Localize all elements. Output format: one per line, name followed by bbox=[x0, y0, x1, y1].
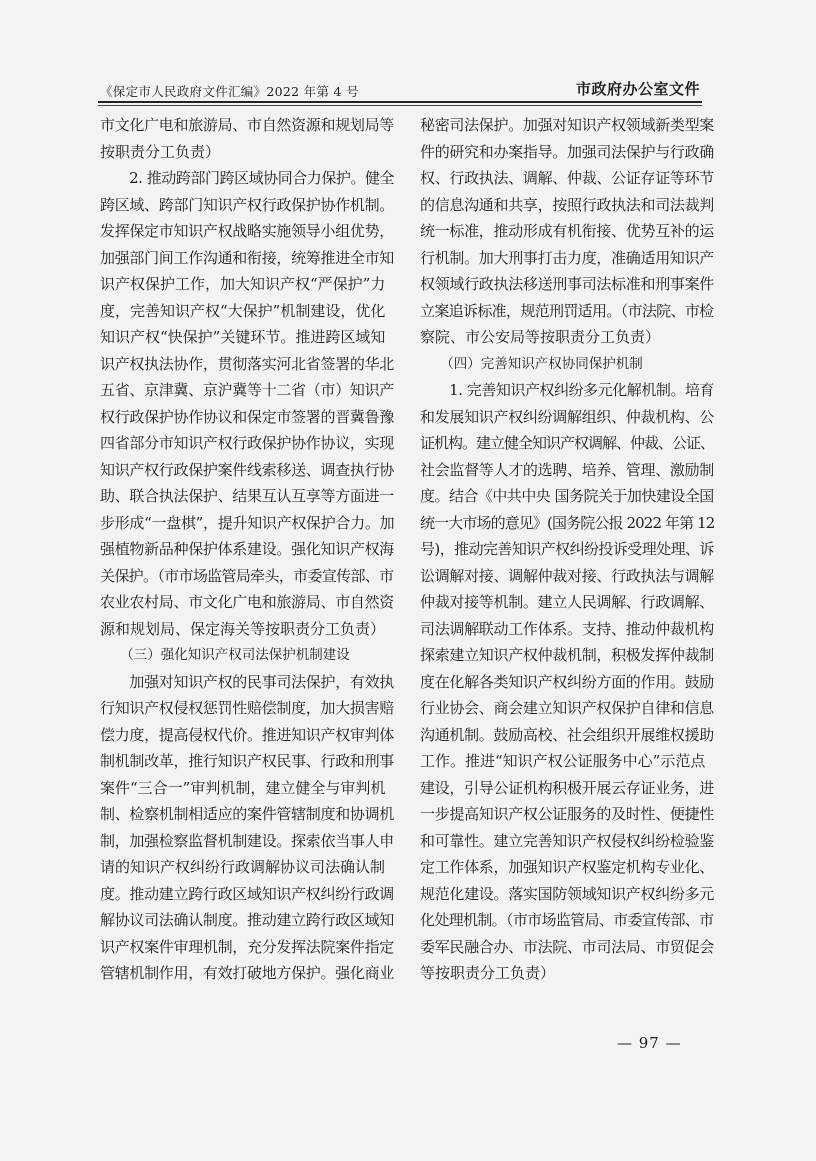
text-line: 度，完善知识产权“大保护”机制建设，优化 bbox=[100, 301, 386, 320]
text-line: 等按职责分工负责） bbox=[420, 964, 556, 982]
text-line: 度在化解各类知识产权纠纷方面的作用。鼓励 bbox=[420, 672, 715, 691]
text-line: 识产权案件审理机制，充分发挥法院案件指定 bbox=[100, 937, 395, 956]
section-heading: （三）强化知识产权司法保护机制建设 bbox=[100, 647, 350, 663]
text-line: 加强对知识产权的民事司法保护，有效执 bbox=[100, 672, 395, 691]
text-line: 农业农村局、市文化广电和旅游局、市自然资 bbox=[100, 593, 395, 611]
page-number: — 97 — bbox=[617, 1034, 682, 1052]
text-line: 偿力度，提高侵权代价。推进知识产权审判体 bbox=[100, 725, 395, 744]
text-line: 一步提高知识产权公证服务的及时性、便捷性 bbox=[420, 805, 715, 823]
text-line: 发挥保定市知识产权战略实施领导小组优势， bbox=[100, 222, 395, 240]
text-line: 讼调解对接、调解仲裁对接、行政执法与调解 bbox=[420, 566, 715, 585]
text-line: 的信息沟通和共享，按照行政执法和司法裁判 bbox=[420, 195, 715, 214]
text-line: 强植物新品种保护体系建设。强化知识产权海 bbox=[100, 540, 395, 558]
text-line: 统一标准，推动形成有机衔接、优势互补的运 bbox=[420, 222, 715, 240]
text-line: 跨区域、跨部门知识产权行政保护协作机制。 bbox=[100, 195, 395, 214]
text-line: 制、检察机制相适应的案件管辖制度和协调机 bbox=[100, 805, 395, 823]
text-line: 和发展知识产权纠纷调解组织、仲裁机构、公 bbox=[420, 407, 715, 426]
text-line: 沟通机制。鼓励高校、社会组织开展维权援助 bbox=[420, 725, 715, 744]
text-line: 立案追诉标准，规范刑罚适用。（市法院、市检 bbox=[420, 301, 714, 320]
text-line: 四省部分市知识产权行政保护协作协议，实现 bbox=[100, 434, 395, 452]
text-line: 号)，推动完善知识产权纠纷投诉受理处理、诉 bbox=[420, 540, 714, 558]
text-line: 制机制改革，推行知识产权民事、行政和刑事 bbox=[100, 752, 395, 770]
text-line: 察院、市公安局等按职责分工负责） bbox=[420, 328, 661, 346]
text-line: 权领域行政执法移送刑事司法标准和刑事案件 bbox=[420, 275, 715, 293]
text-line: 工作。推进“知识产权公证服务中心”示范点 bbox=[420, 752, 706, 770]
text-line: 助、联合执法保护、结果互认互享等方面进一 bbox=[100, 487, 395, 505]
text-line: 识产权执法协作，贯彻落实河北省签署的华北 bbox=[100, 354, 395, 373]
text-line: 统一大市场的意见》(国务院公报 2022 年第 12 bbox=[420, 513, 715, 532]
page-header bbox=[100, 78, 700, 102]
text-line: 度。结合《中共中央 国务院关于加快建设全国 bbox=[420, 487, 714, 505]
text-line: 定工作体系，加强知识产权鉴定机构专业化、 bbox=[420, 858, 715, 876]
text-line: 制，加强检察监督机制建设。探索依当事人申 bbox=[100, 831, 395, 850]
text-line: 请的知识产权纠纷行政调解协议司法确认制 bbox=[100, 858, 386, 876]
right-column bbox=[420, 112, 714, 987]
text-line: 2. 推动跨部门跨区域协同合力保护。健全 bbox=[100, 169, 395, 187]
text-line: 建设，引导公证机构积极开展云存证业务，进 bbox=[420, 778, 715, 797]
header-rule-thin bbox=[98, 105, 702, 106]
text-line: 解协议司法确认制度。推动建立跨行政区域知 bbox=[100, 911, 395, 929]
text-line: 秘密司法保护。加强对知识产权领域新类型案 bbox=[420, 116, 715, 134]
publication-title: 《保定市人民政府文件汇编》2022 年第 4 号 bbox=[100, 84, 359, 99]
text-line: 仲裁对接等机制。建立人民调解、行政调解、 bbox=[420, 593, 715, 611]
section-heading: （四）完善知识产权协同保护机制 bbox=[420, 355, 643, 372]
text-line: 五省、京津冀、京沪冀等十二省（市）知识产 bbox=[100, 381, 395, 399]
text-line: 委军民融合办、市法院、市司法局、市贸促会 bbox=[420, 937, 715, 956]
header-rule bbox=[98, 101, 702, 103]
text-line: 证机构。建立健全知识产权调解、仲裁、公证、 bbox=[420, 434, 715, 452]
document-category: 市政府办公室文件 bbox=[575, 80, 700, 98]
text-line: 和可靠性。建立完善知识产权侵权纠纷检验鉴 bbox=[420, 831, 715, 850]
text-line: 探索建立知识产权仲裁机制，积极发挥仲裁制 bbox=[420, 646, 715, 664]
text-line: 市文化广电和旅游局、市自然资源和规划局等 bbox=[100, 116, 395, 134]
text-line: 行业协会、商会建立知识产权保护自律和信息 bbox=[420, 699, 715, 717]
text-line: 规范化建设。落实国防领域知识产权纠纷多元 bbox=[420, 884, 715, 903]
text-line: 度。推动建立跨行政区域知识产权纠纷行政调 bbox=[100, 884, 395, 903]
text-line: 权、行政执法、调解、仲裁、公证存证等环节 bbox=[420, 169, 715, 187]
text-line: 知识产权“快保护”关键环节。推进跨区域知 bbox=[100, 328, 386, 346]
text-line: 社会监督等人才的选聘、培养、管理、激励制 bbox=[420, 460, 715, 479]
text-line: 化处理机制。（市市场监管局、市委宣传部、市 bbox=[420, 911, 714, 929]
text-line: 源和规划局、保定海关等按职责分工负责） bbox=[100, 619, 386, 638]
text-line: 1. 完善知识产权纠纷多元化解机制。培育 bbox=[420, 381, 715, 399]
text-line: 行机制。加大刑事打击力度，准确适用知识产 bbox=[420, 248, 715, 267]
text-line: 按职责分工负责） bbox=[100, 142, 221, 161]
text-line: 关保护。（市市场监管局牵头，市委宣传部、市 bbox=[100, 566, 394, 585]
left-column bbox=[100, 112, 394, 987]
text-line: 识产权保护工作，加大知识产权“严保护”力 bbox=[100, 275, 386, 293]
text-line: 加强部门间工作沟通和衔接，统筹推进全市知 bbox=[100, 248, 395, 267]
text-line: 行知识产权侵权惩罚性赔偿制度，加大损害赔 bbox=[100, 699, 395, 717]
text-line: 管辖机制作用，有效打破地方保护。强化商业 bbox=[100, 964, 395, 982]
text-line: 件的研究和办案指导。加强司法保护与行政确 bbox=[420, 142, 715, 161]
text-line: 知识产权行政保护案件线索移送、调查执行协 bbox=[100, 460, 395, 479]
text-line: 案件“三合一”审判机制，建立健全与审判机 bbox=[100, 778, 386, 797]
text-line: 步形成“一盘棋”，提升知识产权保护合力。加 bbox=[100, 513, 395, 532]
text-line: 司法调解联动工作体系。支持、推动仲裁机构 bbox=[420, 619, 715, 638]
text-line: 权行政保护协作协议和保定市签署的晋冀鲁豫 bbox=[100, 407, 395, 426]
